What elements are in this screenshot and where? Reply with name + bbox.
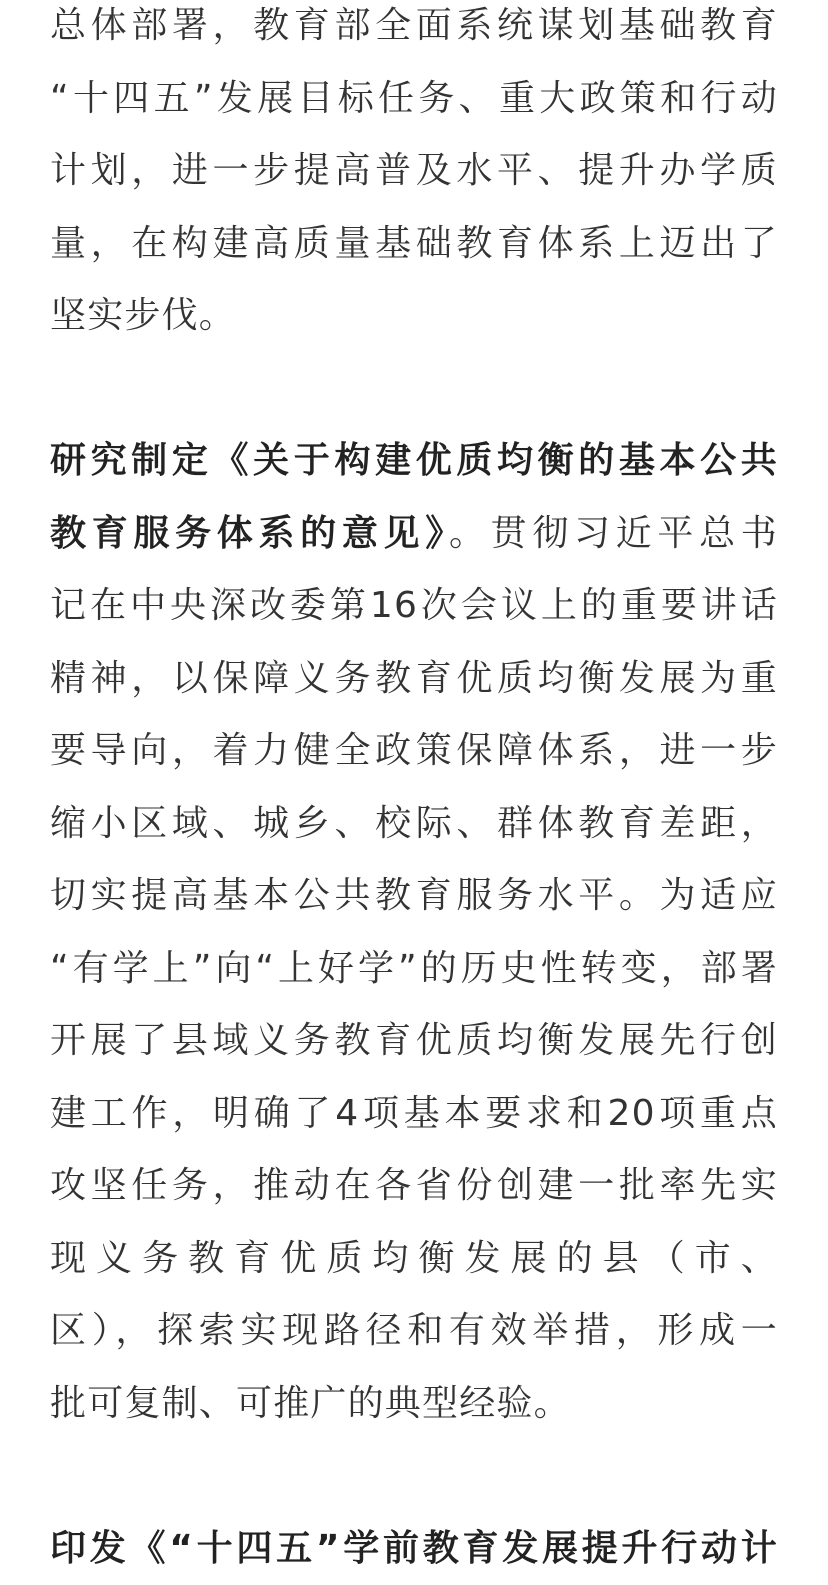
- paragraph-line: 建工作，明确了4项基本要求和20项重点: [50, 1078, 778, 1151]
- paragraph-line: 计划，进一步提高普及水平、提升办学质: [50, 135, 778, 208]
- paragraph-line: 要导向，着力健全政策保障体系，进一步: [50, 715, 778, 788]
- paragraph-line: “十四五”发展目标任务、重大政策和行动: [50, 63, 778, 136]
- paragraph-line: 坚实步伐。: [50, 280, 778, 353]
- paragraph-3: [50, 1513, 778, 1585]
- paragraph-line: 精神，以保障义务教育优质均衡发展为重: [50, 643, 778, 716]
- paragraph-text: 。贯彻习近平总书: [449, 513, 778, 554]
- paragraph-1: [50, 0, 778, 353]
- paragraph-line: 现义务教育优质均衡发展的县（市、: [50, 1223, 778, 1296]
- paragraph-line: 总体部署，教育部全面系统谋划基础教育: [50, 0, 778, 63]
- bold-heading-line: 印发《“十四五”学前教育发展提升行动计: [50, 1513, 778, 1585]
- bold-heading-text: 教育服务体系的意见》: [50, 513, 449, 554]
- paragraph-line: 区），探索实现路径和有效举措，形成一: [50, 1295, 778, 1368]
- paragraph-line: “有学上”向“上好学”的历史性转变，部署: [50, 933, 778, 1006]
- paragraph-2: [50, 425, 778, 1440]
- bold-heading-line: 研究制定《关于构建优质均衡的基本公共: [50, 425, 778, 498]
- paragraph-line-mixed: [50, 498, 778, 571]
- paragraph-line: 记在中央深改委第16次会议上的重要讲话: [50, 570, 778, 643]
- paragraph-spacer: [50, 353, 778, 426]
- paragraph-spacer: [50, 1440, 778, 1513]
- paragraph-line: 缩小区域、城乡、校际、群体教育差距，: [50, 788, 778, 861]
- paragraph-line: 批可复制、可推广的典型经验。: [50, 1368, 778, 1441]
- article-body: [50, 0, 778, 1585]
- paragraph-line: 切实提高基本公共教育服务水平。为适应: [50, 860, 778, 933]
- paragraph-line: 攻坚任务，推动在各省份创建一批率先实: [50, 1150, 778, 1223]
- paragraph-line: 开展了县域义务教育优质均衡发展先行创: [50, 1005, 778, 1078]
- paragraph-line: 量，在构建高质量基础教育体系上迈出了: [50, 208, 778, 281]
